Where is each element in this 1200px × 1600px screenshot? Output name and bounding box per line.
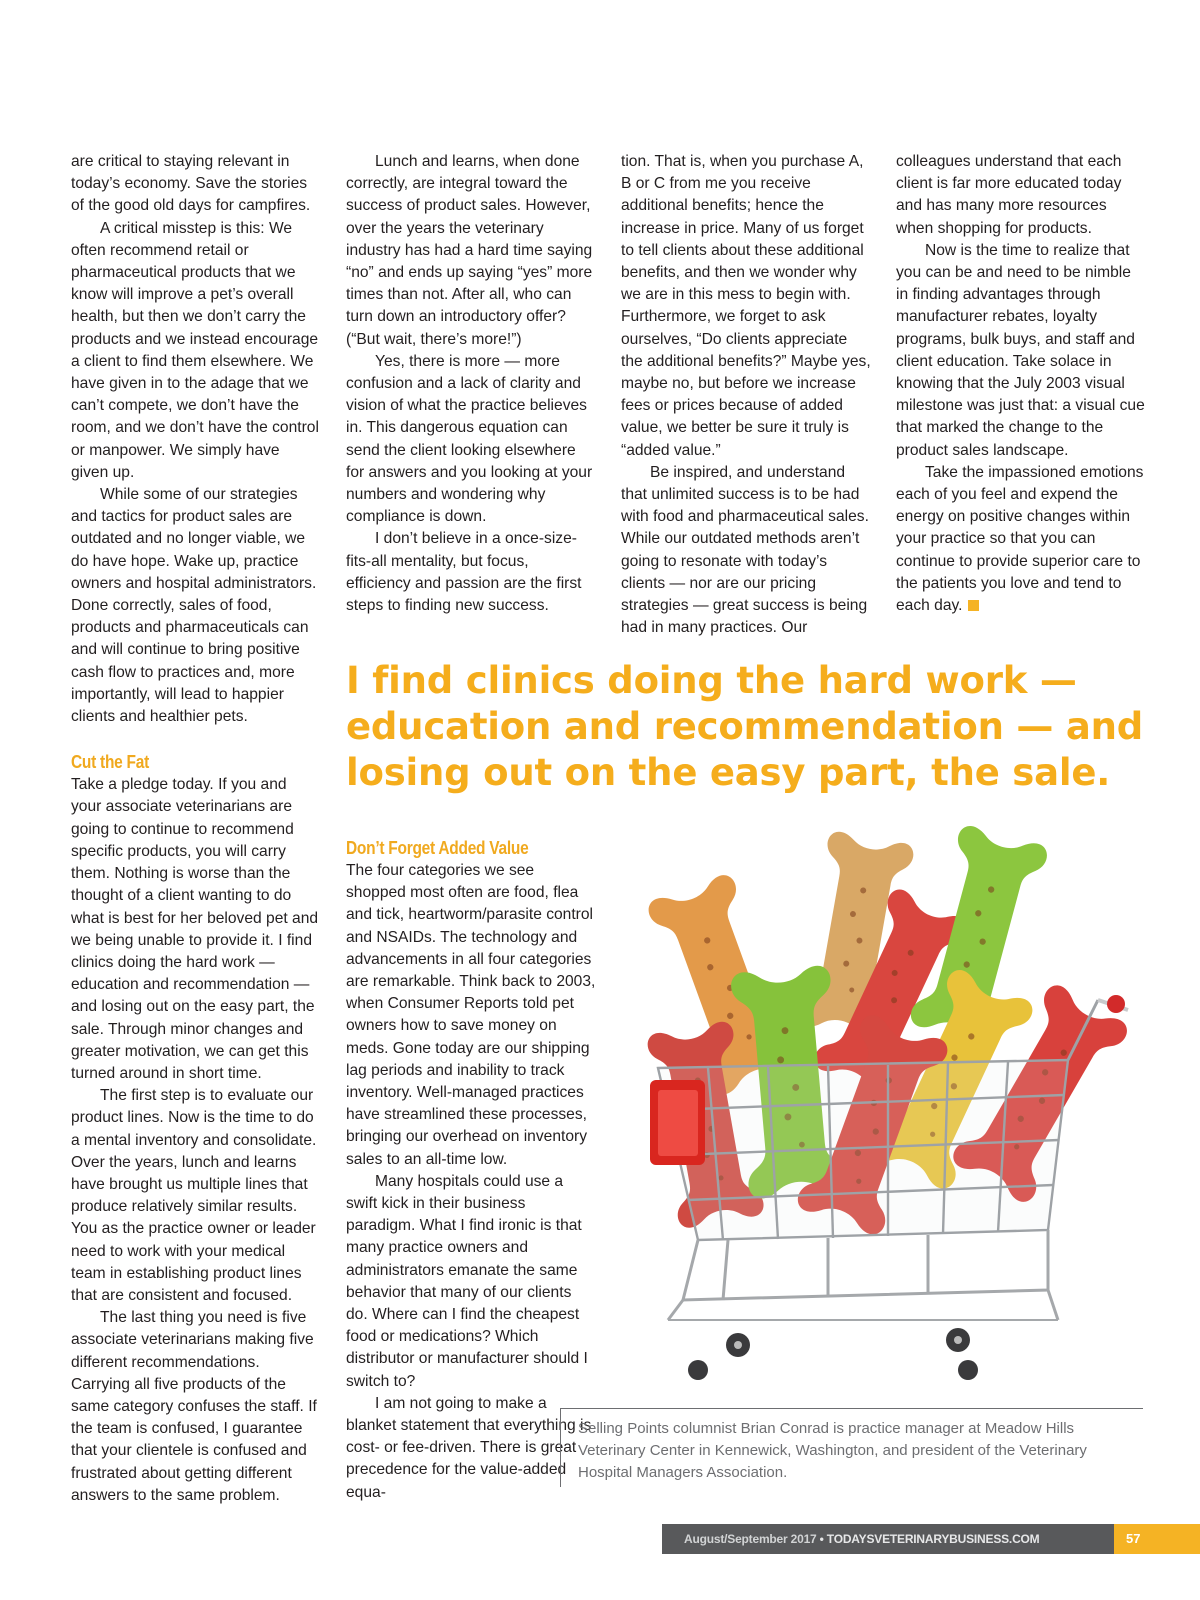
body-paragraph	[896, 462, 1146, 617]
cart-handle-cap	[1107, 995, 1125, 1013]
page-number: 57	[1126, 1531, 1141, 1546]
cart-base	[668, 1230, 1058, 1320]
body-paragraph: A critical misstep is this: We often recommend retail or pharmaceutical products that we know will improve a pet’s overall health, but then we don’t carry the products and we instead encourage a client to find them elsewhere. We have given in to the adage that we can’t compete, we don’t have the room, and we don’t have the control or manpower. We simply have given up.	[71, 219, 319, 481]
body-paragraph: The four categories we see shopped most often are food, flea and tick, heartworm/parasite control and NSAIDs. The technology and advancements in all four categories are remarkable. Think back to 2003, when Consumer Reports told pet owners how to save money on meds. Gone today are our shipping lag periods and inability to track inventory. Well-managed practices have streamlined these processes, bringing our overhead on inventory sales to an all-time low.	[346, 862, 596, 1168]
body-paragraph: tion. That is, when you purchase A, B or C from me you receive additional benefits; hence the increase in price. Many of us forget to tell clients about these additional benefits, and then we wonder why we are in this mess to begin with. Furthermore, we forget to ask ourselves, “Do clients appreciate the additional benefits?” Maybe yes, maybe no, but before we increase fees or prices because of added value, we better be sure it truly is “added value.”	[621, 153, 871, 459]
author-bio-caption: Selling Points columnist Brian Conrad is practice manager at Meadow Hills Veterinary Center in Kennewick, Washington, and president of the Veterinary Hospital Managers Association.	[578, 1420, 1087, 1482]
body-paragraph: Be inspired, and understand that unlimited success is to be had with food and pharmaceutical sales. While our outdated methods aren’t going to resonate with today’s clients — nor are our pricing strategies — great success is being had in many practices. Our	[621, 463, 869, 637]
body-paragraph: colleagues understand that each client is far more educated today and has many more resources when shopping for products.	[896, 153, 1122, 237]
pull-quote: I find clinics doing the hard work — education and recommendation — and losing out on the easy part, the sale.	[346, 659, 1144, 794]
body-paragraph: While some of our strategies and tactics for product sales are outdated and no longer viable, we do have hope. Wake up, practice owners and hospital administrators. Done correctly, sales of food, products and pharmaceuticals can and will continue to bring positive cash flow to practices and, more importantly, will lead to happier clients and healthier pets.	[71, 486, 317, 726]
article-column-2	[346, 151, 596, 617]
body-paragraph: Lunch and learns, when done correctly, are integral toward the success of product sales. However, over the years the veterinary industry has had a hard time saying “no” and ends up saying “yes” more times than not. After all, who can turn down an introductory offer? (“But wait, there’s more!”)	[346, 153, 593, 348]
body-paragraph: are critical to staying relevant in today’s economy. Save the stories of the good old days for campfires.	[71, 153, 311, 215]
body-paragraph: I don’t believe in a once-size-fits-all mentality, but focus, efficiency and passion are the first steps to finding new success.	[346, 530, 582, 615]
body-paragraph: Now is the time to realize that you can be and need to be nimble in finding advantages through manufacturer rebates, loyalty programs, bulk buys, and staff and client education. Take solace in knowing that the July 2003 visual milestone was just that: a visual cue that marked the change to the product sales landscape.	[896, 241, 1145, 459]
subhead-cut-the-fat: Cut the Fat	[71, 752, 150, 773]
body-paragraph: I am not going to make a blanket statement that everything is cost- or fee-driven. There is great precedence for the value-added equa-	[346, 1394, 592, 1501]
article-column-3	[621, 151, 871, 639]
issue-date: August/September 2017	[684, 1532, 817, 1546]
body-paragraph: Many hospitals could use a swift kick in their business paradigm. What I find ironic is that many practice owners and administrators emanate the same behavior that many of our clients do. Where can I find the cheapest food or medications? Which distributor or manufacturer should I switch to?	[346, 1172, 588, 1390]
closing-text: Take the impassioned emotions each of you feel and expend the energy on positive changes within your practice so that you can continue to provide superior care to the patients you love and tend to each day.	[896, 463, 1144, 615]
article-column-2-continued	[346, 836, 596, 1504]
cart-wheels	[688, 1328, 978, 1380]
website-link[interactable]: TODAYSVETERINARYBUSINESS.COM	[826, 1532, 1040, 1546]
body-paragraph: Yes, there is more — more confusion and a lack of clarity and vision of what the practice believes in. This dangerous equation can send the client looking elsewhere for answers and you looking at your numbers and wondering why compliance is down.	[346, 352, 593, 526]
subhead-added-value: Don’t Forget Added Value	[346, 838, 529, 858]
body-paragraph: The first step is to evaluate our product lines. Now is the time to do a mental inventory and consolidate. Over the years, lunch and learns have brought us multiple lines that produce relatively similar results. You as the practice owner or leader need to work with your medical team in establishing product lines that are consistent and focused.	[71, 1087, 317, 1304]
article-column-1	[71, 151, 321, 1507]
shopping-cart-dog-biscuits-photo	[628, 810, 1148, 1400]
article-column-4	[896, 151, 1146, 617]
footer-text	[684, 1524, 1039, 1554]
body-paragraph: The last thing you need is five associate veterinarians making five different recommendations. Carrying all five products of the same category confuses the staff. If the team is confused, I guarantee that your clientele is confused and frustrated about getting different answers to the same problem.	[71, 1309, 317, 1504]
footer-separator: •	[816, 1532, 827, 1546]
end-mark-icon	[968, 600, 979, 611]
body-paragraph: Take a pledge today. If you and your associate veterinarians are going to continue to recommend specific products, you will carry them. Nothing is worse than the thought of a client wanting to do what is best for her beloved pet and we being unable to provide it. I find clinics doing the hard work — education and recommendation — and losing out on the easy part, the sale. Through minor changes and greater motivation, we can get this turned around in short time.	[71, 776, 319, 1082]
